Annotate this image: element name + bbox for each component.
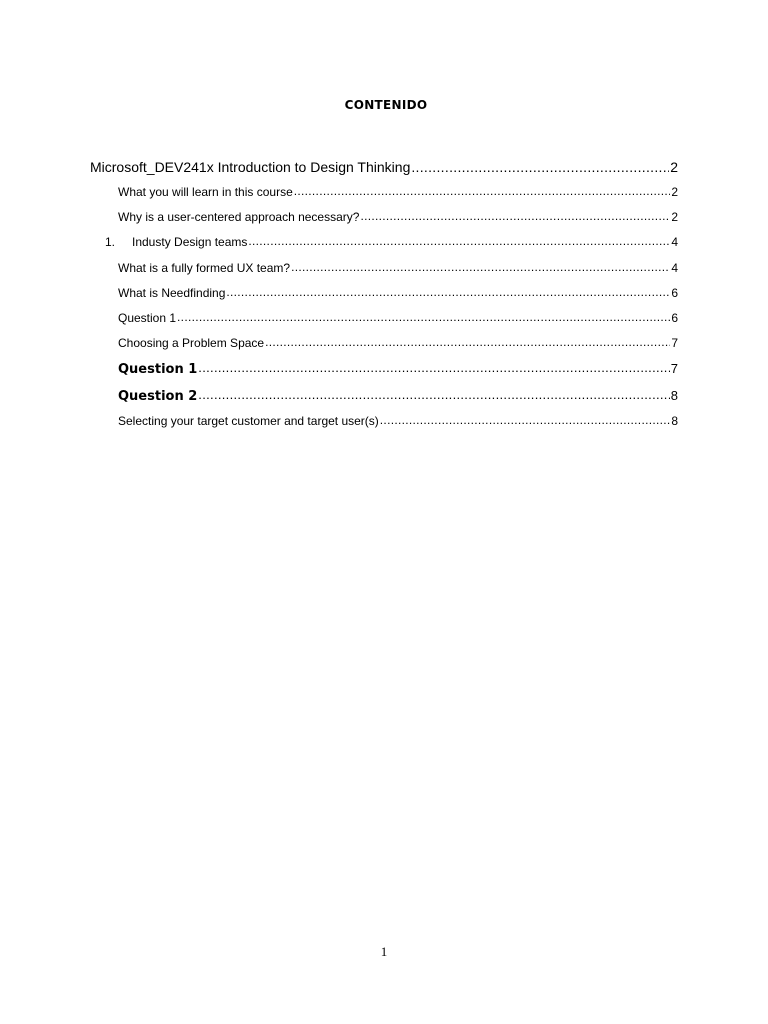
page-number: 1: [380, 944, 388, 959]
toc-entry[interactable]: [118, 387, 678, 404]
toc-entry-label: What is Needfinding: [118, 286, 226, 300]
toc-entry-label: Selecting your target customer and target user(s): [118, 414, 379, 428]
toc-leader: [248, 234, 670, 246]
toc-entry-page: 2: [670, 159, 678, 175]
toc-heading: CONTENIDO: [344, 98, 428, 112]
toc-entry-label: Question 2: [118, 389, 198, 404]
toc-entry[interactable]: [118, 260, 678, 275]
toc-entry-page: 8: [671, 414, 678, 428]
toc-entry-label: Why is a user-centered approach necessary?: [118, 210, 360, 224]
toc-entry[interactable]: [118, 285, 678, 300]
toc-entry[interactable]: [118, 310, 678, 325]
toc-leader: [411, 158, 669, 172]
toc-leader: [177, 310, 670, 322]
toc-leader: [198, 360, 669, 373]
toc-entry[interactable]: [90, 158, 678, 175]
toc-entry-label: What you will learn in this course: [118, 185, 293, 199]
toc-entry-page: 6: [671, 311, 678, 325]
toc-entry-page: 4: [671, 261, 678, 275]
toc-leader: [226, 285, 670, 297]
toc-entry[interactable]: [118, 209, 678, 224]
toc-leader: [265, 335, 670, 347]
toc-leader: [198, 387, 669, 400]
toc-entry[interactable]: [118, 335, 678, 350]
toc-entry-label: Question 1: [118, 362, 198, 377]
toc-entry-page: 4: [671, 235, 678, 249]
toc-leader: [380, 413, 671, 425]
toc-entry-page: 2: [671, 185, 678, 199]
toc-leader: [360, 209, 670, 221]
toc-leader: [291, 260, 670, 272]
toc-entry-label: Industy Design teams: [132, 235, 248, 249]
toc-entry-page: 2: [671, 210, 678, 224]
toc-entry-label: Microsoft_DEV241x Introduction to Design Thinking: [90, 159, 411, 175]
toc-entry[interactable]: [118, 360, 678, 377]
toc-entry-page: 7: [671, 336, 678, 350]
toc-entry-page: 6: [671, 286, 678, 300]
toc-entry-page: 7: [670, 361, 678, 376]
toc-entry[interactable]: [105, 234, 678, 249]
toc-entry-number: 1.: [105, 235, 116, 249]
toc-entry[interactable]: [118, 184, 678, 199]
toc-entry-label: What is a fully formed UX team?: [118, 261, 291, 275]
toc-entry[interactable]: [118, 413, 678, 428]
toc-leader: [294, 184, 671, 196]
toc-entry-page: 8: [670, 388, 678, 403]
toc-entry-label: Choosing a Problem Space: [118, 336, 265, 350]
toc-entry-label: Question 1: [118, 311, 177, 325]
